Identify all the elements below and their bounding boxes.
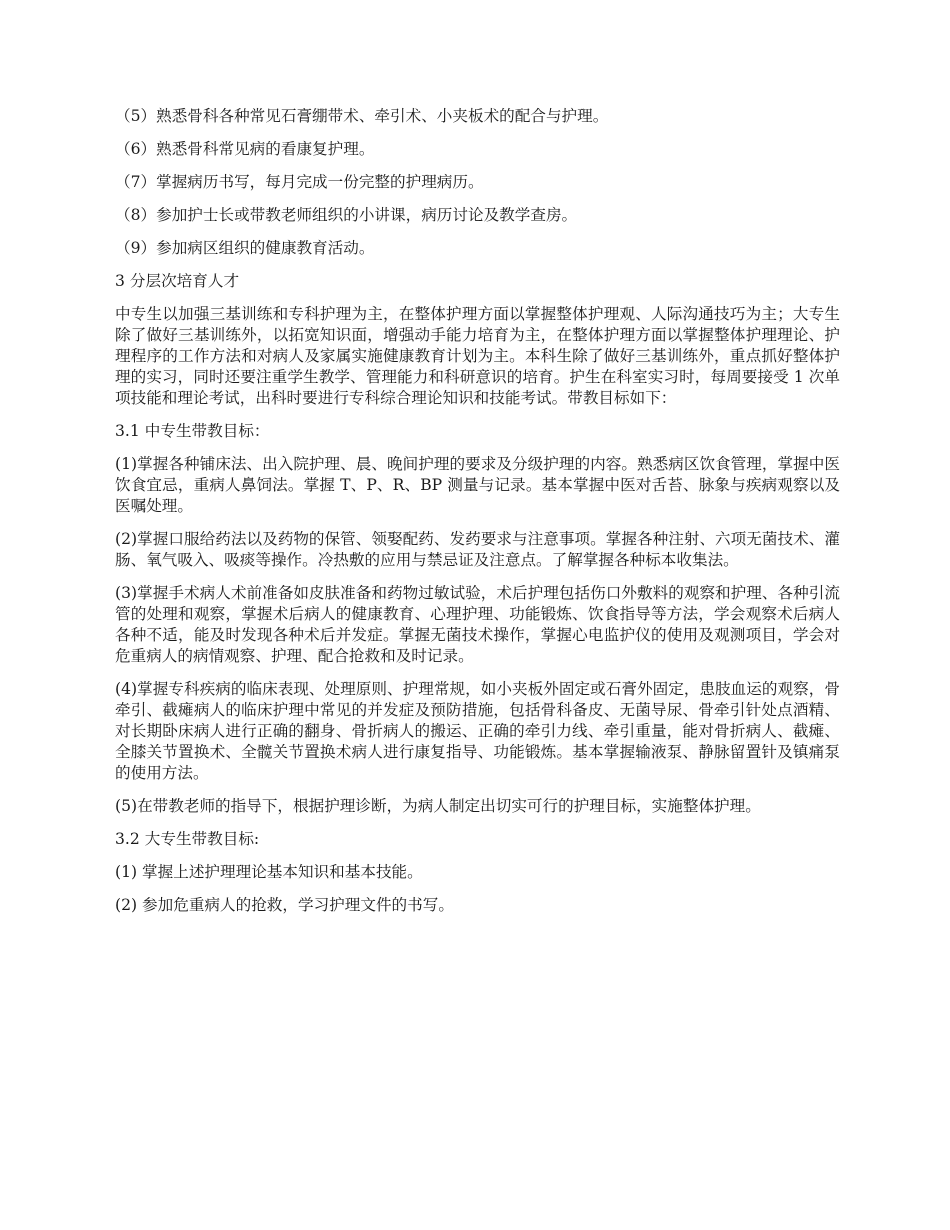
college-goal-item-1: (1) 掌握上述护理理论基本知识和基本技能。	[115, 863, 423, 881]
goal-item-2: (2)掌握口服给药法以及药物的保管、领娶配药、发药要求与注意事项。掌握各种注射、六项无菌技术、灌肠、氧气吸入、吸痰等操作。冷热敷的应用与禁忌证及注意点。了解掌握各种标本收集法。	[115, 530, 840, 569]
subsection-heading-3-1: 3.1 中专生带教目标：	[115, 422, 270, 440]
section-3-body: 中专生以加强三基训练和专科护理为主，在整体护理方面以掌握整体护理观、人际沟通技巧为主；大专生除了做好三基训练外，以拓宽知识面，增强动手能力培育为主，在整体护理方面以掌握整体护理理论、护理程序的工作方法和对病人及家属实施健康教育计划为主。本科生除了做好三基训练外，重点抓好整体护理的实习，同时还要注重学生教学、管理能力和科研意识的培育。护生在科室实习时，每周要接受 1 次单项技能和理论考试，出科时要进行专科综合理论知识和技能考试。带教目标如下：	[115, 305, 840, 407]
list-item-8: （8）参加护士长或带教老师组织的小讲课，病历讨论及教学查房。	[115, 206, 578, 224]
goal-item-5: (5)在带教老师的指导下，根据护理诊断，为病人制定出切实可行的护理目标，实施整体护理。	[115, 797, 761, 815]
list-item-5: （5）熟悉骨科各种常见石膏绷带术、牵引术、小夹板术的配合与护理。	[115, 107, 609, 125]
subsection-heading-3-2: 3.2 大专生带教目标:	[115, 830, 260, 848]
section-heading-3: 3 分层次培育人才	[115, 272, 240, 290]
goal-item-3: (3)掌握手术病人术前准备如皮肤准备和药物过敏试验，术后护理包括伤口外敷料的观察和护理、各种引流管的处理和观察，掌握术后病人的健康教育、心理护理、功能锻炼、饮食指导等方法，学会观察术后病人各种不适，能及时发现各种术后并发症。掌握无菌技术操作，掌握心电监护仪的使用及观测项目，学会对危重病人的病情观察、护理、配合抢救和及时记录。	[115, 584, 840, 665]
list-item-7: （7）掌握病历书写，每月完成一份完整的护理病历。	[115, 173, 484, 191]
goal-item-4: (4)掌握专科疾病的临床表现、处理原则、护理常规，如小夹板外固定或石膏外固定，患肢血运的观察，骨牵引、截瘫病人的临床护理中常见的并发症及预防措施，包括骨科备皮、无菌导尿、骨牵引针处点酒精、对长期卧床病人进行正确的翻身、骨折病人的搬运、正确的牵引力线、牵引重量，能对骨折病人、截瘫、全膝关节置换术、全髋关节置换术病人进行康复指导、功能锻炼。基本掌握输液泵、静脉留置针及镇痛泵的使用方法。	[115, 680, 840, 782]
list-item-6: （6）熟悉骨科常见病的看康复护理。	[115, 140, 375, 158]
goal-item-1: (1)掌握各种铺床法、出入院护理、晨、晚间护理的要求及分级护理的内容。熟悉病区饮食管理，掌握中医饮食宜忌，重病人鼻饲法。掌握 T、P、R、BP 测量与记录。基本掌握中医对舌苔、脉象与疾病观察以及医嘱处理。	[115, 455, 840, 515]
document-page	[115, 106, 840, 928]
list-item-9: （9）参加病区组织的健康教育活动。	[115, 239, 375, 257]
college-goal-item-2: (2) 参加危重病人的抢救，学习护理文件的书写。	[115, 896, 454, 914]
